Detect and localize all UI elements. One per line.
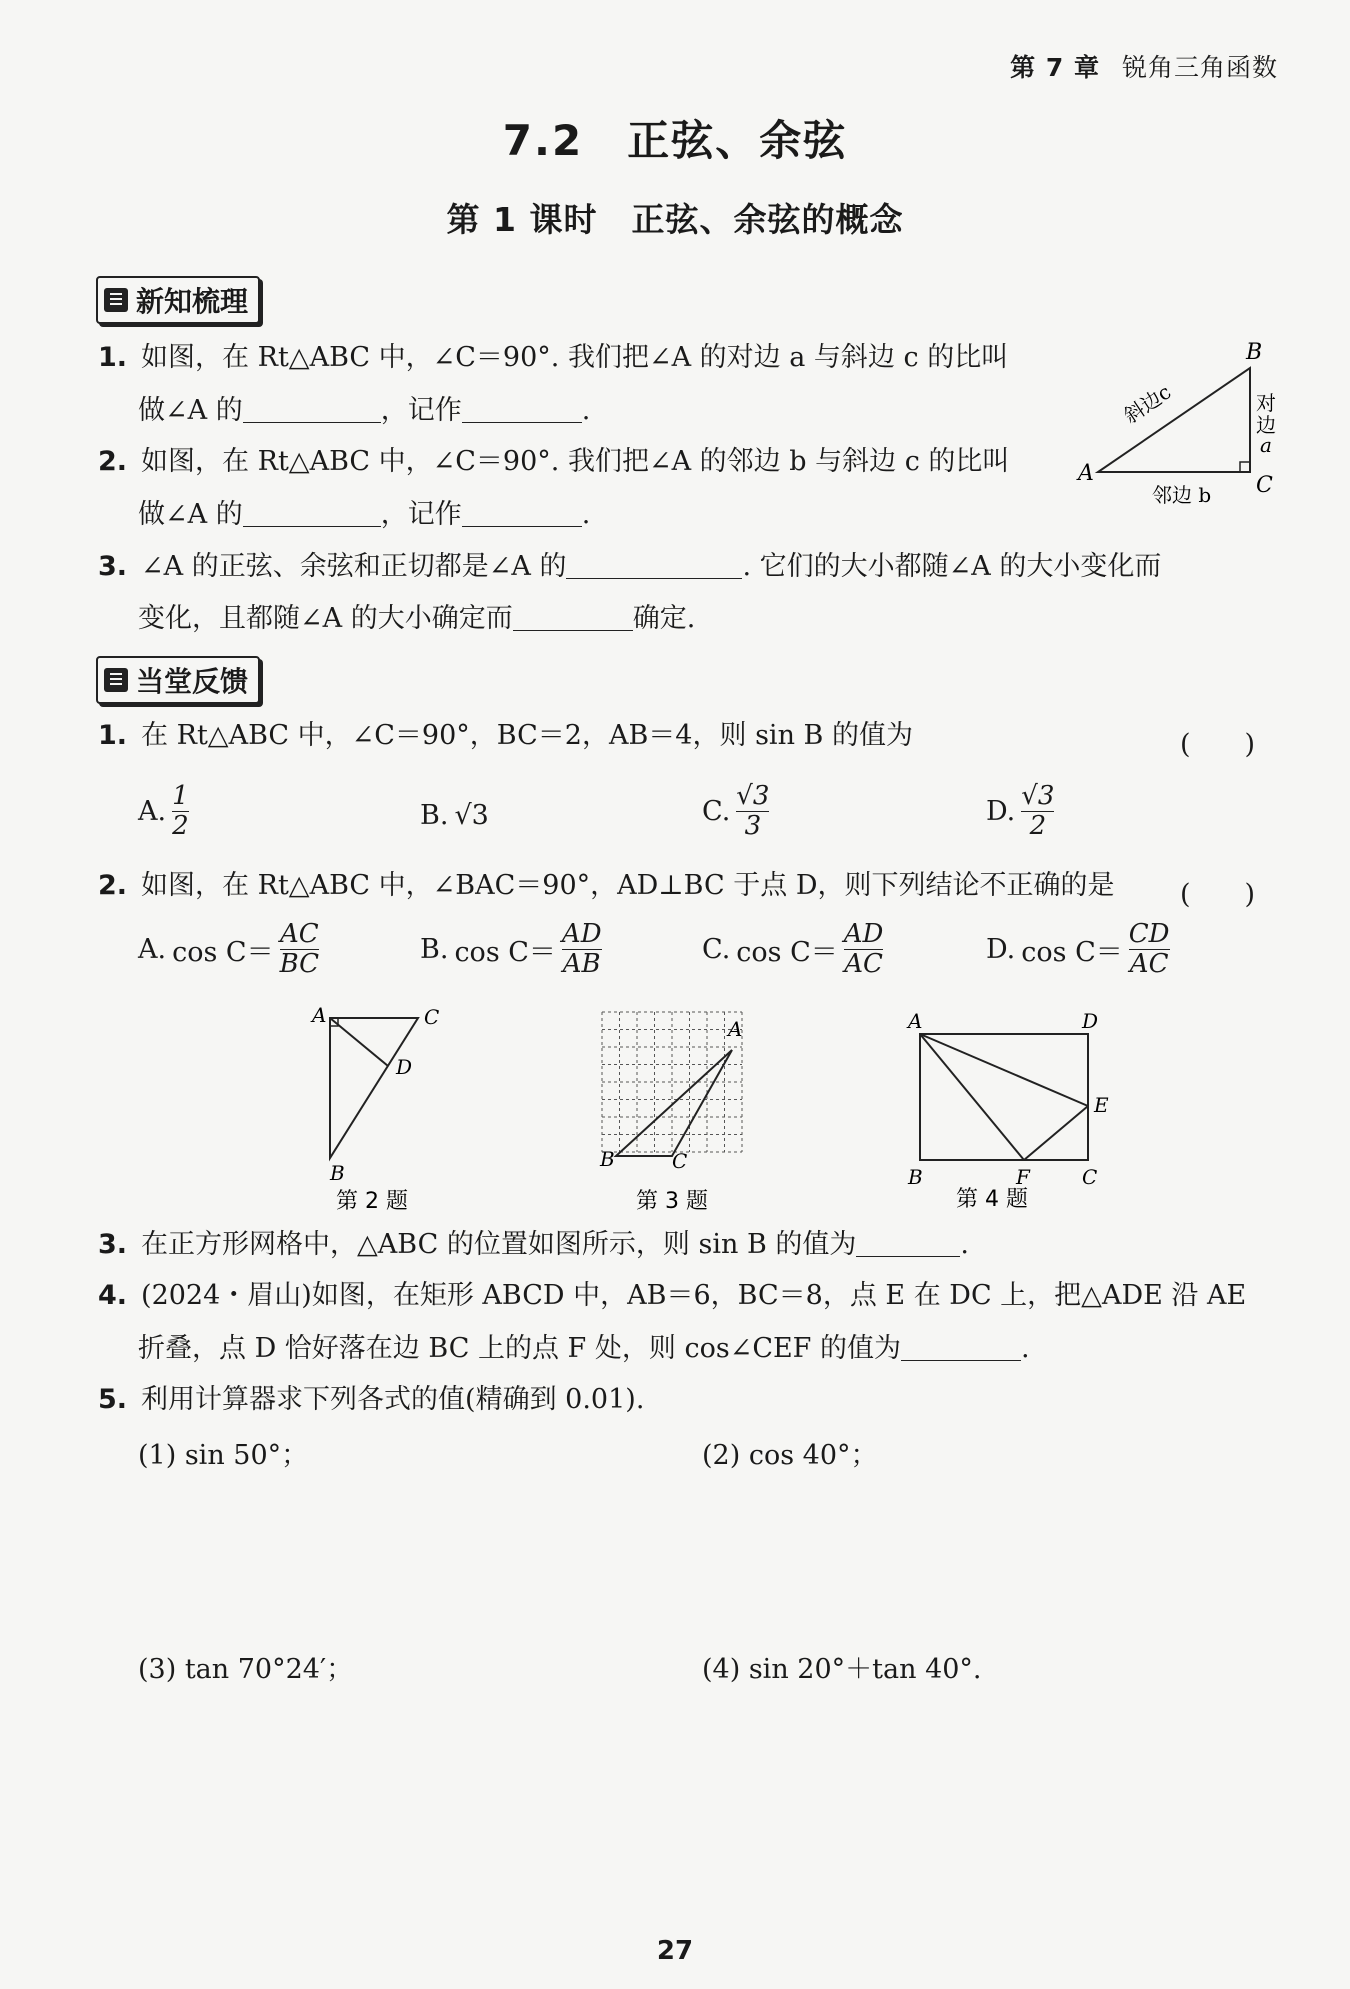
feedback-question-1	[98, 722, 913, 749]
question-number: 5.	[98, 1384, 128, 1415]
question-text: 如图，在 Rt△ABC 中，∠BAC＝90°，AD⊥BC 于点 D，则下列结论不正确的是	[141, 870, 1115, 901]
figure-question-4	[896, 1006, 1126, 1220]
hypotenuse-label: 斜边c	[1119, 379, 1176, 429]
section-title: 7.2 正弦、余弦	[502, 116, 848, 165]
book-icon	[104, 288, 128, 312]
feedback-question-4-line1	[98, 1282, 1246, 1309]
denominator: BC	[279, 948, 320, 979]
sub-question-3: (3) tan 70°24′；	[138, 1654, 354, 1685]
question-text: 折叠，点 D 恰好落在边 BC 上的点 F 处，则 cos∠CEF 的值为	[138, 1333, 901, 1364]
numerator: 1	[172, 781, 189, 811]
vertex-label-b: B	[1246, 340, 1263, 365]
option-c[interactable]	[702, 782, 769, 840]
question-text: .	[1021, 1333, 1030, 1364]
option-letter: B.	[420, 933, 449, 965]
option-d[interactable]	[986, 782, 1054, 840]
vertex-label-c: C	[1256, 473, 1273, 498]
question-text: 做∠A 的	[138, 499, 243, 530]
vertex-label-b: B	[600, 1147, 615, 1171]
figure-caption: 第 4 题	[956, 1187, 1028, 1212]
numerator: AD	[561, 919, 602, 949]
question-text: 变化，且都随∠A 的大小确定而	[138, 603, 513, 634]
numerator: √3	[1021, 781, 1055, 811]
square-grid	[602, 1012, 742, 1152]
segment-af	[920, 1034, 1024, 1160]
vertex-label-b: B	[330, 1161, 345, 1185]
question-1-line1	[98, 344, 1008, 371]
option-letter: A.	[138, 933, 167, 965]
vertex-label-f: F	[1016, 1165, 1030, 1189]
triangle-abc	[1098, 368, 1250, 472]
fraction	[1021, 782, 1054, 840]
question-text: ，记作	[380, 395, 462, 426]
question-number: 2.	[98, 446, 128, 477]
vertex-label-c: C	[424, 1005, 440, 1029]
feedback-question-3	[98, 1230, 969, 1258]
option-a[interactable]	[138, 920, 319, 978]
question-text: .	[960, 1229, 969, 1260]
option-letter: A.	[138, 795, 167, 827]
question-number: 3.	[98, 1229, 128, 1260]
answer-blank[interactable]	[462, 500, 582, 527]
fraction	[280, 920, 319, 978]
fraction	[172, 782, 189, 840]
question-text: 如图，在 Rt△ABC 中，∠C＝90°. 我们把∠A 的邻边 b 与斜边 c 的比叫	[141, 446, 1010, 477]
option-b[interactable]	[420, 920, 602, 978]
sub-question-2: (2) cos 40°；	[702, 1440, 878, 1471]
answer-blank[interactable]	[856, 1230, 960, 1257]
option-prefix: cos C＝	[1021, 936, 1123, 968]
vertex-label-c: C	[672, 1149, 688, 1173]
question-text: 如图，在 Rt△ABC 中，∠C＝90°. 我们把∠A 的对边 a 与斜边 c 的比叫	[141, 342, 1009, 373]
numerator: AC	[279, 919, 319, 949]
opposite-label-1: 对	[1256, 391, 1276, 415]
fraction	[736, 782, 769, 840]
question-text: (2024・眉山)如图，在矩形 ABCD 中，AB＝6，BC＝8，点 E 在 DC 上，把△ADE 沿 AE	[141, 1280, 1247, 1311]
option-prefix: cos C＝	[736, 936, 838, 968]
answer-blank[interactable]	[243, 396, 381, 423]
denominator: 2	[172, 810, 189, 841]
answer-blank[interactable]	[901, 1334, 1021, 1361]
pencil-icon	[104, 668, 128, 692]
question-number: 4.	[98, 1280, 128, 1311]
figure-question-2	[300, 1000, 460, 1220]
question-2-line2	[138, 500, 590, 528]
numerator: AD	[843, 919, 884, 949]
denominator: AC	[844, 948, 883, 979]
answer-blank[interactable]	[243, 500, 381, 527]
sub-question-1: (1) sin 50°；	[138, 1440, 309, 1471]
fraction	[844, 920, 884, 978]
question-1-line2	[138, 396, 590, 424]
question-text: 确定.	[632, 603, 696, 634]
lesson-title: 第 1 课时 正弦、余弦的概念	[446, 200, 904, 239]
right-angle-mark	[1240, 462, 1250, 472]
vertex-label-a: A	[312, 1003, 327, 1027]
question-2-line1	[98, 448, 1009, 475]
section-label: 新知梳理	[136, 285, 249, 318]
numerator: √3	[736, 781, 770, 811]
segment-fe	[1024, 1106, 1088, 1160]
option-letter: C.	[702, 795, 731, 827]
question-number: 1.	[98, 720, 128, 751]
question-number: 2.	[98, 870, 128, 901]
answer-blank[interactable]	[462, 396, 582, 423]
vertex-label-a: A	[1078, 461, 1094, 486]
vertex-label-a: A	[908, 1009, 923, 1033]
section-label: 当堂反馈	[136, 665, 249, 698]
opposite-label-3: a	[1260, 433, 1272, 457]
segment-ae	[920, 1034, 1088, 1106]
question-text: .	[581, 499, 591, 530]
triangle-abc	[616, 1050, 732, 1156]
option-letter: D.	[986, 795, 1016, 827]
vertex-label-b: B	[908, 1165, 923, 1189]
rectangle-abcd	[920, 1034, 1088, 1160]
page-number: 27	[656, 1936, 694, 1966]
question-3-line2	[138, 604, 695, 632]
section-new-knowledge	[96, 276, 260, 324]
question-text: 在正方形网格中，△ABC 的位置如图所示，则 sin B 的值为	[141, 1229, 857, 1260]
question-text: 做∠A 的	[138, 395, 243, 426]
option-c[interactable]	[702, 920, 883, 978]
question-number: 3.	[98, 551, 128, 582]
triangle-abc	[330, 1018, 418, 1158]
fraction	[1129, 920, 1170, 978]
option-letter: B.	[420, 800, 449, 831]
answer-blank[interactable]	[566, 552, 742, 579]
question-text: . 它们的大小都随∠A 的大小变化而	[742, 551, 1162, 582]
chapter-title: 锐角三角函数	[1121, 53, 1278, 82]
option-d[interactable]	[986, 920, 1170, 978]
answer-blank[interactable]	[513, 604, 633, 631]
figure-caption: 第 3 题	[636, 1189, 708, 1214]
question-text: 利用计算器求下列各式的值(精确到 0.01).	[141, 1384, 645, 1415]
right-triangle-figure	[1070, 332, 1290, 512]
vertex-label-e: E	[1094, 1093, 1109, 1117]
answer-paren[interactable]: ( )	[1180, 879, 1256, 910]
vertex-label-d: D	[396, 1055, 413, 1079]
numerator: CD	[1128, 919, 1170, 949]
option-letter: D.	[986, 933, 1016, 965]
section-class-feedback	[96, 656, 260, 704]
question-3-line1	[98, 552, 1161, 580]
vertex-label-a: A	[728, 1017, 743, 1041]
figure-question-3	[588, 1008, 768, 1220]
question-text: .	[581, 395, 591, 426]
chapter-number: 第 7 章	[1010, 53, 1100, 82]
denominator: 3	[744, 810, 762, 841]
opposite-label-2: 边	[1256, 413, 1276, 437]
sub-question-4: (4) sin 20°＋tan 40°.	[702, 1654, 982, 1685]
feedback-question-2	[98, 872, 1114, 899]
option-b[interactable]	[420, 800, 489, 831]
answer-paren[interactable]: ( )	[1180, 729, 1256, 760]
question-text: 在 Rt△ABC 中，∠C＝90°，BC＝2，AB＝4，则 sin B 的值为	[141, 720, 913, 751]
question-text: ∠A 的正弦、余弦和正切都是∠A 的	[141, 551, 567, 582]
adjacent-label: 邻边 b	[1152, 483, 1212, 507]
option-value: √3	[454, 800, 489, 831]
option-a[interactable]	[138, 782, 189, 840]
denominator: AB	[562, 948, 601, 979]
feedback-question-5	[98, 1386, 644, 1413]
vertex-label-c: C	[1082, 1165, 1098, 1189]
option-prefix: cos C＝	[172, 936, 274, 968]
feedback-question-4-line2	[138, 1334, 1030, 1362]
option-prefix: cos C＝	[454, 936, 556, 968]
question-text: ，记作	[380, 499, 462, 530]
figure-caption: 第 2 题	[336, 1189, 408, 1214]
denominator: AC	[1129, 948, 1169, 979]
option-letter: C.	[702, 933, 731, 965]
question-number: 1.	[98, 342, 128, 373]
chapter-header	[1010, 48, 1278, 84]
denominator: 2	[1029, 810, 1047, 841]
fraction	[562, 920, 602, 978]
vertex-label-d: D	[1082, 1009, 1099, 1033]
